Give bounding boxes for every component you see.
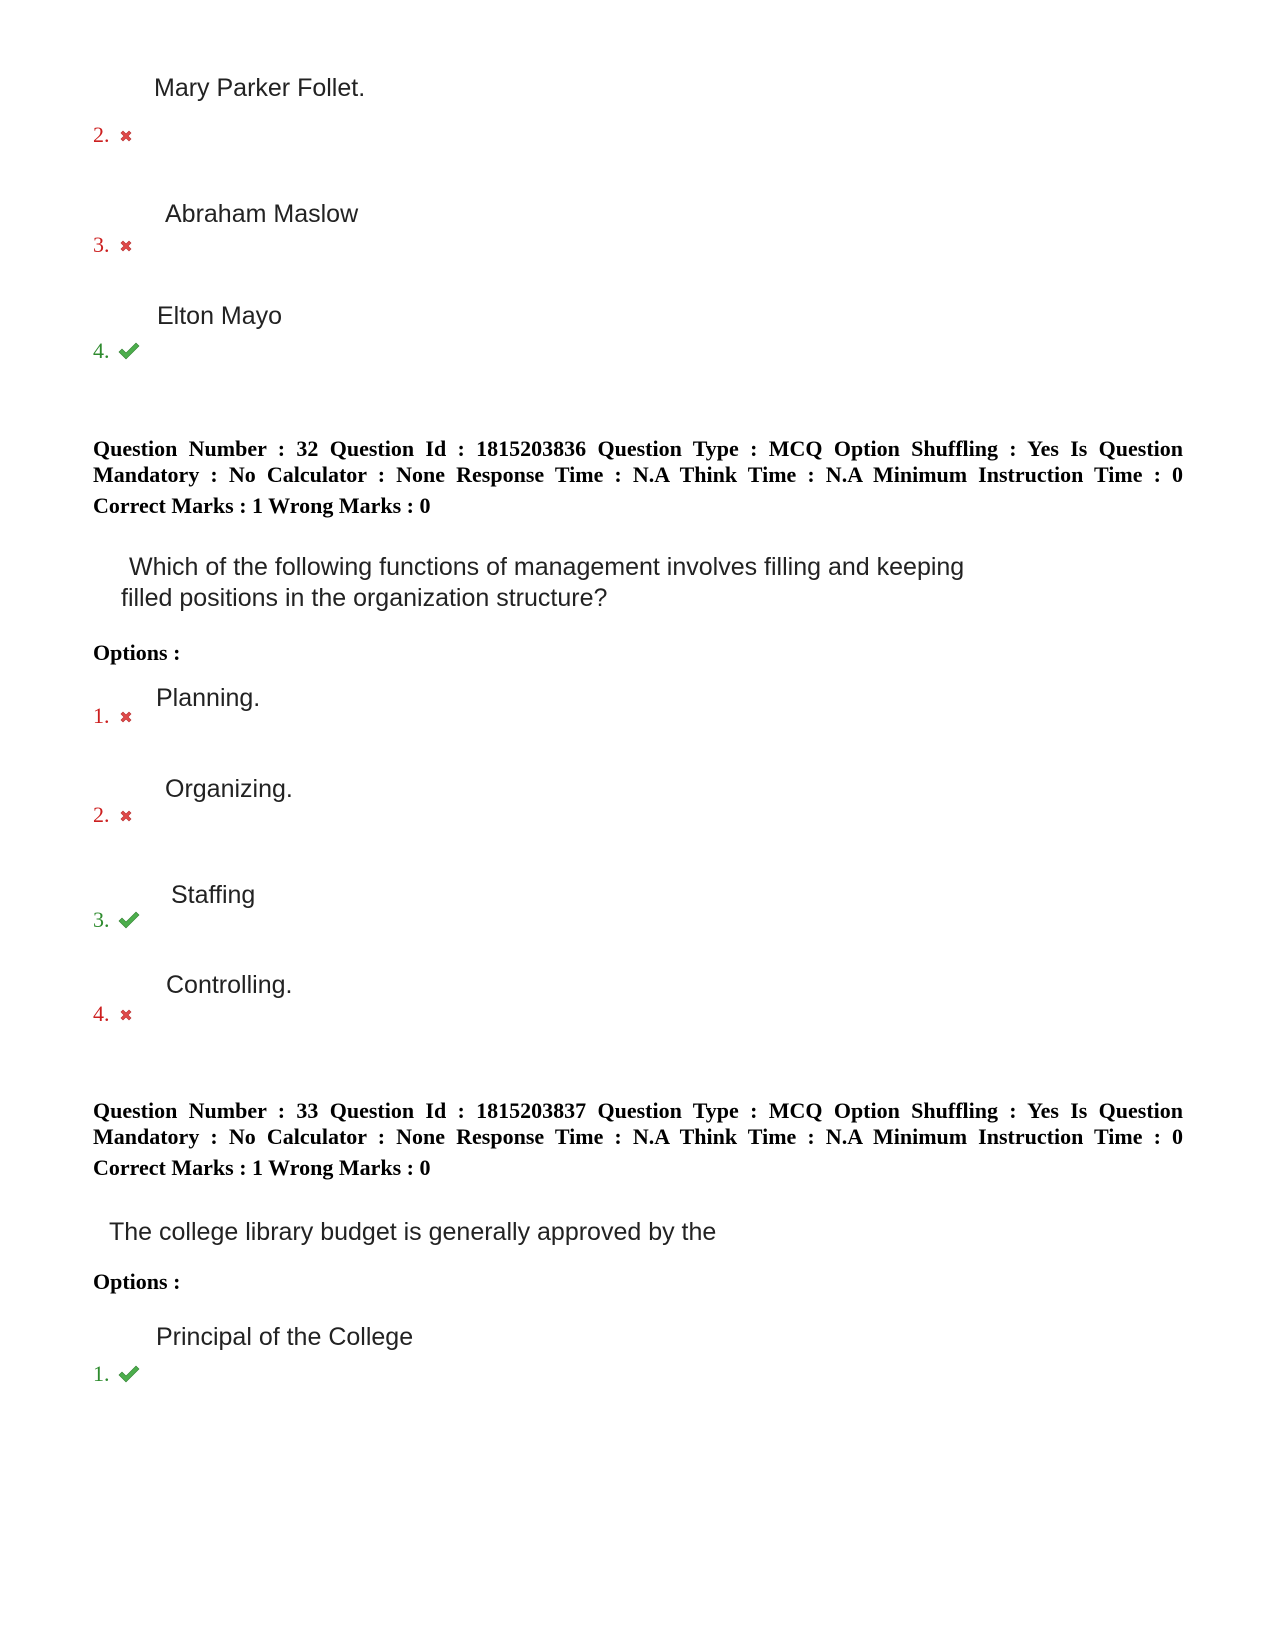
option-number: 4. bbox=[93, 338, 140, 364]
question-header-line: Mandatory : No Calculator : None Response Time : N.A Think Time : N.A Minimum Instruction Time : 0 bbox=[93, 462, 1183, 487]
option-number: 1. bbox=[93, 1361, 140, 1387]
option-text: Abraham Maslow bbox=[165, 200, 359, 228]
cross-icon bbox=[118, 709, 134, 725]
cross-icon bbox=[118, 238, 134, 254]
question-header-line: Question Number : 33 Question Id : 1815203837 Question Type : MCQ Option Shuffling : Yes Is Question bbox=[93, 1098, 1183, 1123]
option-number: 4. bbox=[93, 1001, 134, 1027]
option-number: 2. bbox=[93, 122, 134, 148]
option-text: Planning. bbox=[156, 684, 261, 712]
question-text-line: The college library budget is generally approved by the bbox=[109, 1218, 717, 1246]
option-number: 2. bbox=[93, 802, 134, 828]
question-text-line: filled positions in the organization structure? bbox=[121, 584, 608, 612]
option-text: Staffing bbox=[171, 881, 256, 909]
option-text: Controlling. bbox=[166, 971, 293, 999]
marks-line: Correct Marks : 1 Wrong Marks : 0 bbox=[93, 1155, 431, 1180]
option-text: Elton Mayo bbox=[157, 302, 283, 330]
question-header-line: Question Number : 32 Question Id : 1815203836 Question Type : MCQ Option Shuffling : Yes Is Question bbox=[93, 436, 1183, 461]
option-number: 1. bbox=[93, 703, 134, 729]
check-icon bbox=[118, 911, 140, 929]
cross-icon bbox=[118, 808, 134, 824]
cross-icon bbox=[118, 1007, 134, 1023]
check-icon bbox=[118, 1365, 140, 1383]
question-text-line: Which of the following functions of management involves filling and keeping bbox=[129, 553, 965, 581]
check-icon bbox=[118, 342, 140, 360]
option-number: 3. bbox=[93, 907, 140, 933]
cross-icon bbox=[118, 128, 134, 144]
option-text: Organizing. bbox=[165, 775, 293, 803]
option-text: Mary Parker Follet. bbox=[154, 74, 366, 102]
options-label: Options : bbox=[93, 640, 181, 665]
options-label: Options : bbox=[93, 1269, 181, 1294]
option-text: Principal of the College bbox=[156, 1323, 414, 1351]
question-header-line: Mandatory : No Calculator : None Response Time : N.A Think Time : N.A Minimum Instruction Time : 0 bbox=[93, 1124, 1183, 1149]
option-number: 3. bbox=[93, 232, 134, 258]
marks-line: Correct Marks : 1 Wrong Marks : 0 bbox=[93, 493, 431, 518]
